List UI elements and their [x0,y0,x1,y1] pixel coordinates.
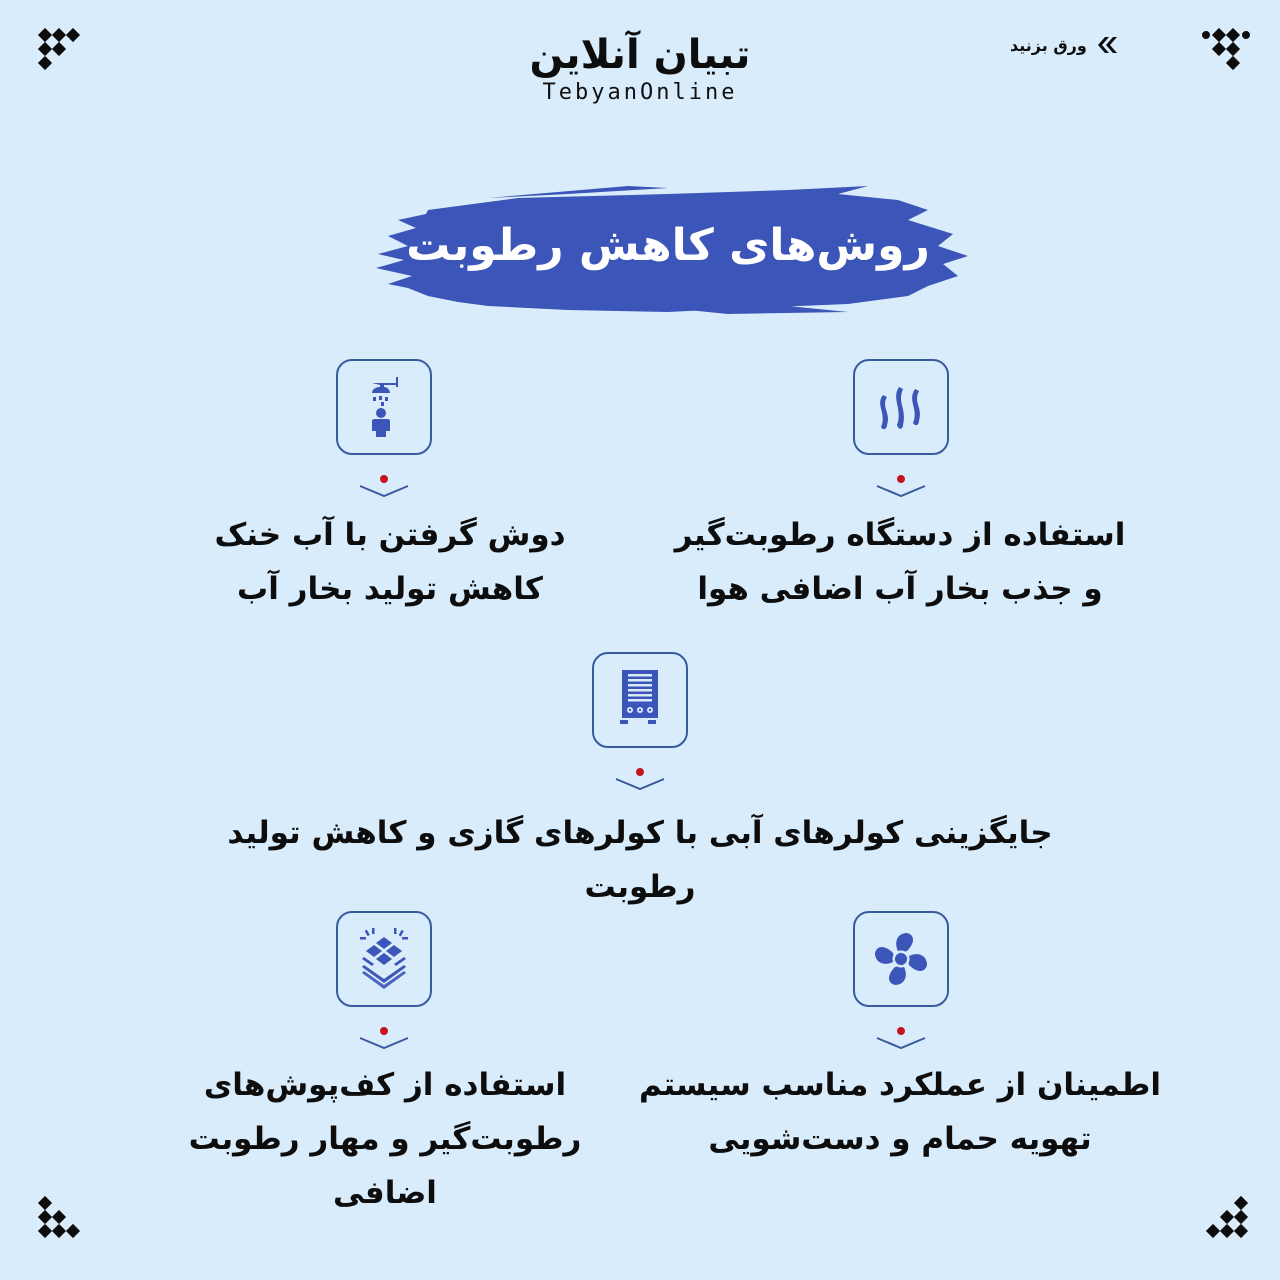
air-cooler-icon [608,668,672,732]
brand-name-fa: تبیان آنلاین [529,32,751,78]
chevron-down-icon [875,484,927,498]
title-banner [368,180,968,320]
corner-ornament-bottom-left [28,1192,88,1252]
method-card-ventilation [853,911,949,1007]
method-caption-flooring [140,1058,630,1220]
caption-line: استفاده از دستگاه رطوبت‌گیر [674,517,1126,553]
bullet-dot [897,1027,905,1035]
brand-logo [490,32,790,108]
corner-ornament-top-right [1196,28,1256,88]
dots-pattern-icon [1196,28,1256,88]
method-caption-cool-shower [160,508,620,616]
caption-line: تهویه حمام و دست‌شویی [708,1121,1092,1157]
method-card-dehumidifier [853,359,949,455]
dots-pattern-icon [28,28,88,88]
dots-pattern-icon [28,1192,88,1252]
caption-line: رطوبت‌گیر و مهار رطوبت اضافی [188,1121,582,1211]
caption-line: دوش گرفتن با آب خنک [214,517,566,553]
caption-line: کاهش تولید بخار آب [237,571,543,607]
brand-name-en: TebyanOnline [542,80,738,105]
method-caption-dehumidifier [640,508,1160,616]
swipe-hint [1010,30,1119,60]
chevron-down-icon [614,777,666,791]
corner-ornament-top-left [28,28,88,88]
method-caption-ventilation [630,1058,1170,1166]
shower-icon [352,375,416,439]
layered-flooring-icon [352,927,416,991]
caption-line: و جذب بخار آب اضافی هوا [697,571,1103,607]
method-card-cool-shower [336,359,432,455]
caption-line: جایگزینی کولرهای آبی با کولرهای گازی و کاهش تولید رطوبت [227,815,1053,905]
chevron-down-icon [358,1036,410,1050]
bullet-dot [636,768,644,776]
page-title: روش‌های کاهش رطوبت [406,220,930,271]
corner-ornament-bottom-right [1196,1192,1256,1252]
method-caption-replace-cooler [170,806,1110,914]
fan-icon [869,927,933,991]
steam-icon [869,375,933,439]
swipe-hint-label: ورق بزنید [1010,35,1087,55]
method-card-replace-cooler [592,652,688,748]
method-card-flooring [336,911,432,1007]
bullet-dot [897,475,905,483]
bullet-dot [380,475,388,483]
dots-pattern-icon [1196,1192,1256,1252]
bullet-dot [380,1027,388,1035]
chevron-down-icon [358,484,410,498]
chevron-down-icon [875,1036,927,1050]
double-chevron-left-icon [1093,35,1119,55]
caption-line: استفاده از کف‌پوش‌های [203,1067,567,1103]
caption-line: اطمینان از عملکرد مناسب سیستم [639,1067,1161,1103]
